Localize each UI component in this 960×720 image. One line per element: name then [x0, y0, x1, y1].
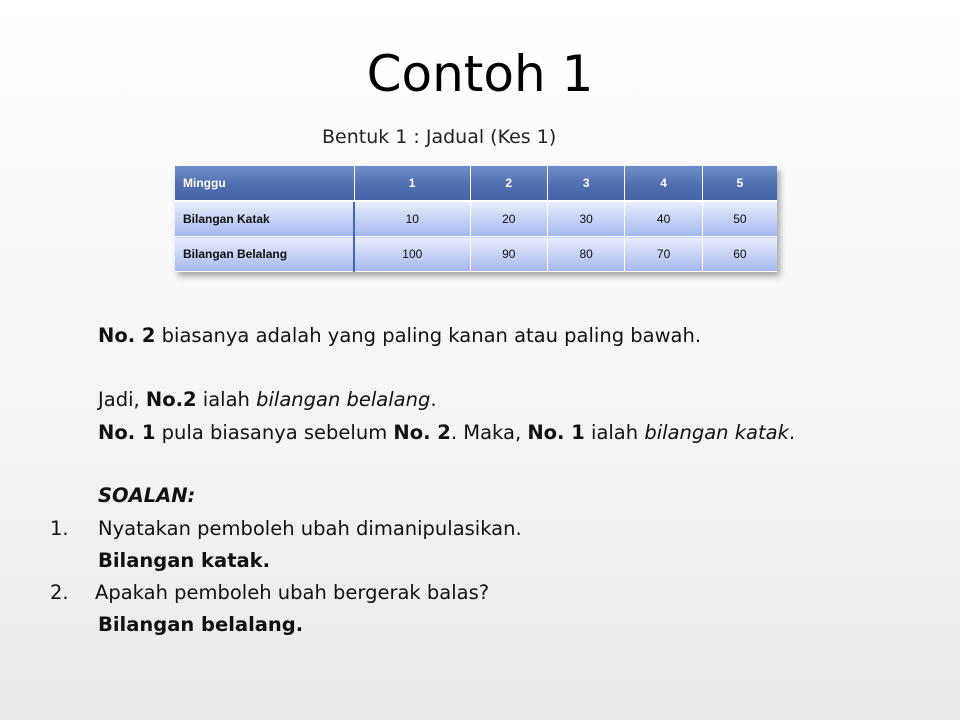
table-cell: 30 [547, 201, 624, 237]
bold-text: No. 1 [98, 421, 156, 444]
question-number: 1. [50, 517, 69, 540]
table-row-label: Bilangan Katak [175, 201, 354, 237]
bold-text: No.2 [145, 388, 197, 411]
table-header-cell: 4 [625, 166, 702, 201]
table-row-label: Bilangan Belalang [175, 237, 354, 272]
text-span: . [430, 388, 437, 411]
text-span: ialah [584, 421, 645, 444]
table-header-cell: 1 [354, 166, 470, 201]
table-row [175, 201, 777, 237]
data-table [175, 166, 777, 272]
text-span: biasanya adalah yang paling kanan atau paling bawah. [155, 324, 702, 347]
table-cell: 100 [354, 237, 470, 272]
italic-text: bilangan belalang [256, 388, 431, 411]
table-row [175, 237, 777, 272]
text-span: . Maka, [450, 421, 528, 444]
question-text: Nyatakan pemboleh ubah dimanipulasikan. [98, 517, 522, 540]
table-header-row [175, 166, 777, 201]
text-span: . [788, 421, 796, 444]
table-header-cell: 3 [547, 166, 624, 201]
questions-heading [98, 484, 195, 508]
questions-heading-text: SOALAN: [98, 484, 196, 507]
explanation-line-2 [98, 388, 437, 412]
table-cell: 70 [625, 237, 702, 272]
table-cell: 20 [470, 201, 547, 237]
explanation-line-1 [98, 324, 701, 348]
answer-text: Bilangan belalang. [98, 613, 304, 636]
slide-subtitle: Bentuk 1 : Jadual (Kes 1) [322, 126, 557, 148]
table-header-cell: 5 [702, 166, 777, 201]
table-cell: 90 [470, 237, 547, 272]
table-cell: 50 [702, 201, 777, 237]
table-cell: 80 [547, 237, 624, 272]
text-span: pula biasanya sebelum [155, 421, 394, 444]
table-cell: 40 [625, 201, 702, 237]
bold-text: No. 2 [393, 421, 451, 444]
table-cell: 10 [354, 201, 470, 237]
question-text: Apakah pemboleh ubah bergerak balas? [95, 581, 490, 604]
italic-text: bilangan katak [644, 421, 789, 444]
slide-title: Contoh 1 [366, 45, 594, 103]
table-cell: 60 [702, 237, 777, 272]
table-header-cell: 2 [470, 166, 547, 201]
text-span: ialah [196, 388, 257, 411]
answer-text: Bilangan katak. [98, 549, 271, 572]
text-span: Jadi, [98, 388, 146, 411]
question-number: 2. [50, 581, 69, 604]
bold-text: No. 2 [98, 324, 156, 347]
explanation-line-3 [98, 421, 795, 445]
bold-text: No. 1 [527, 421, 585, 444]
table-header-cell: Minggu [175, 166, 354, 201]
